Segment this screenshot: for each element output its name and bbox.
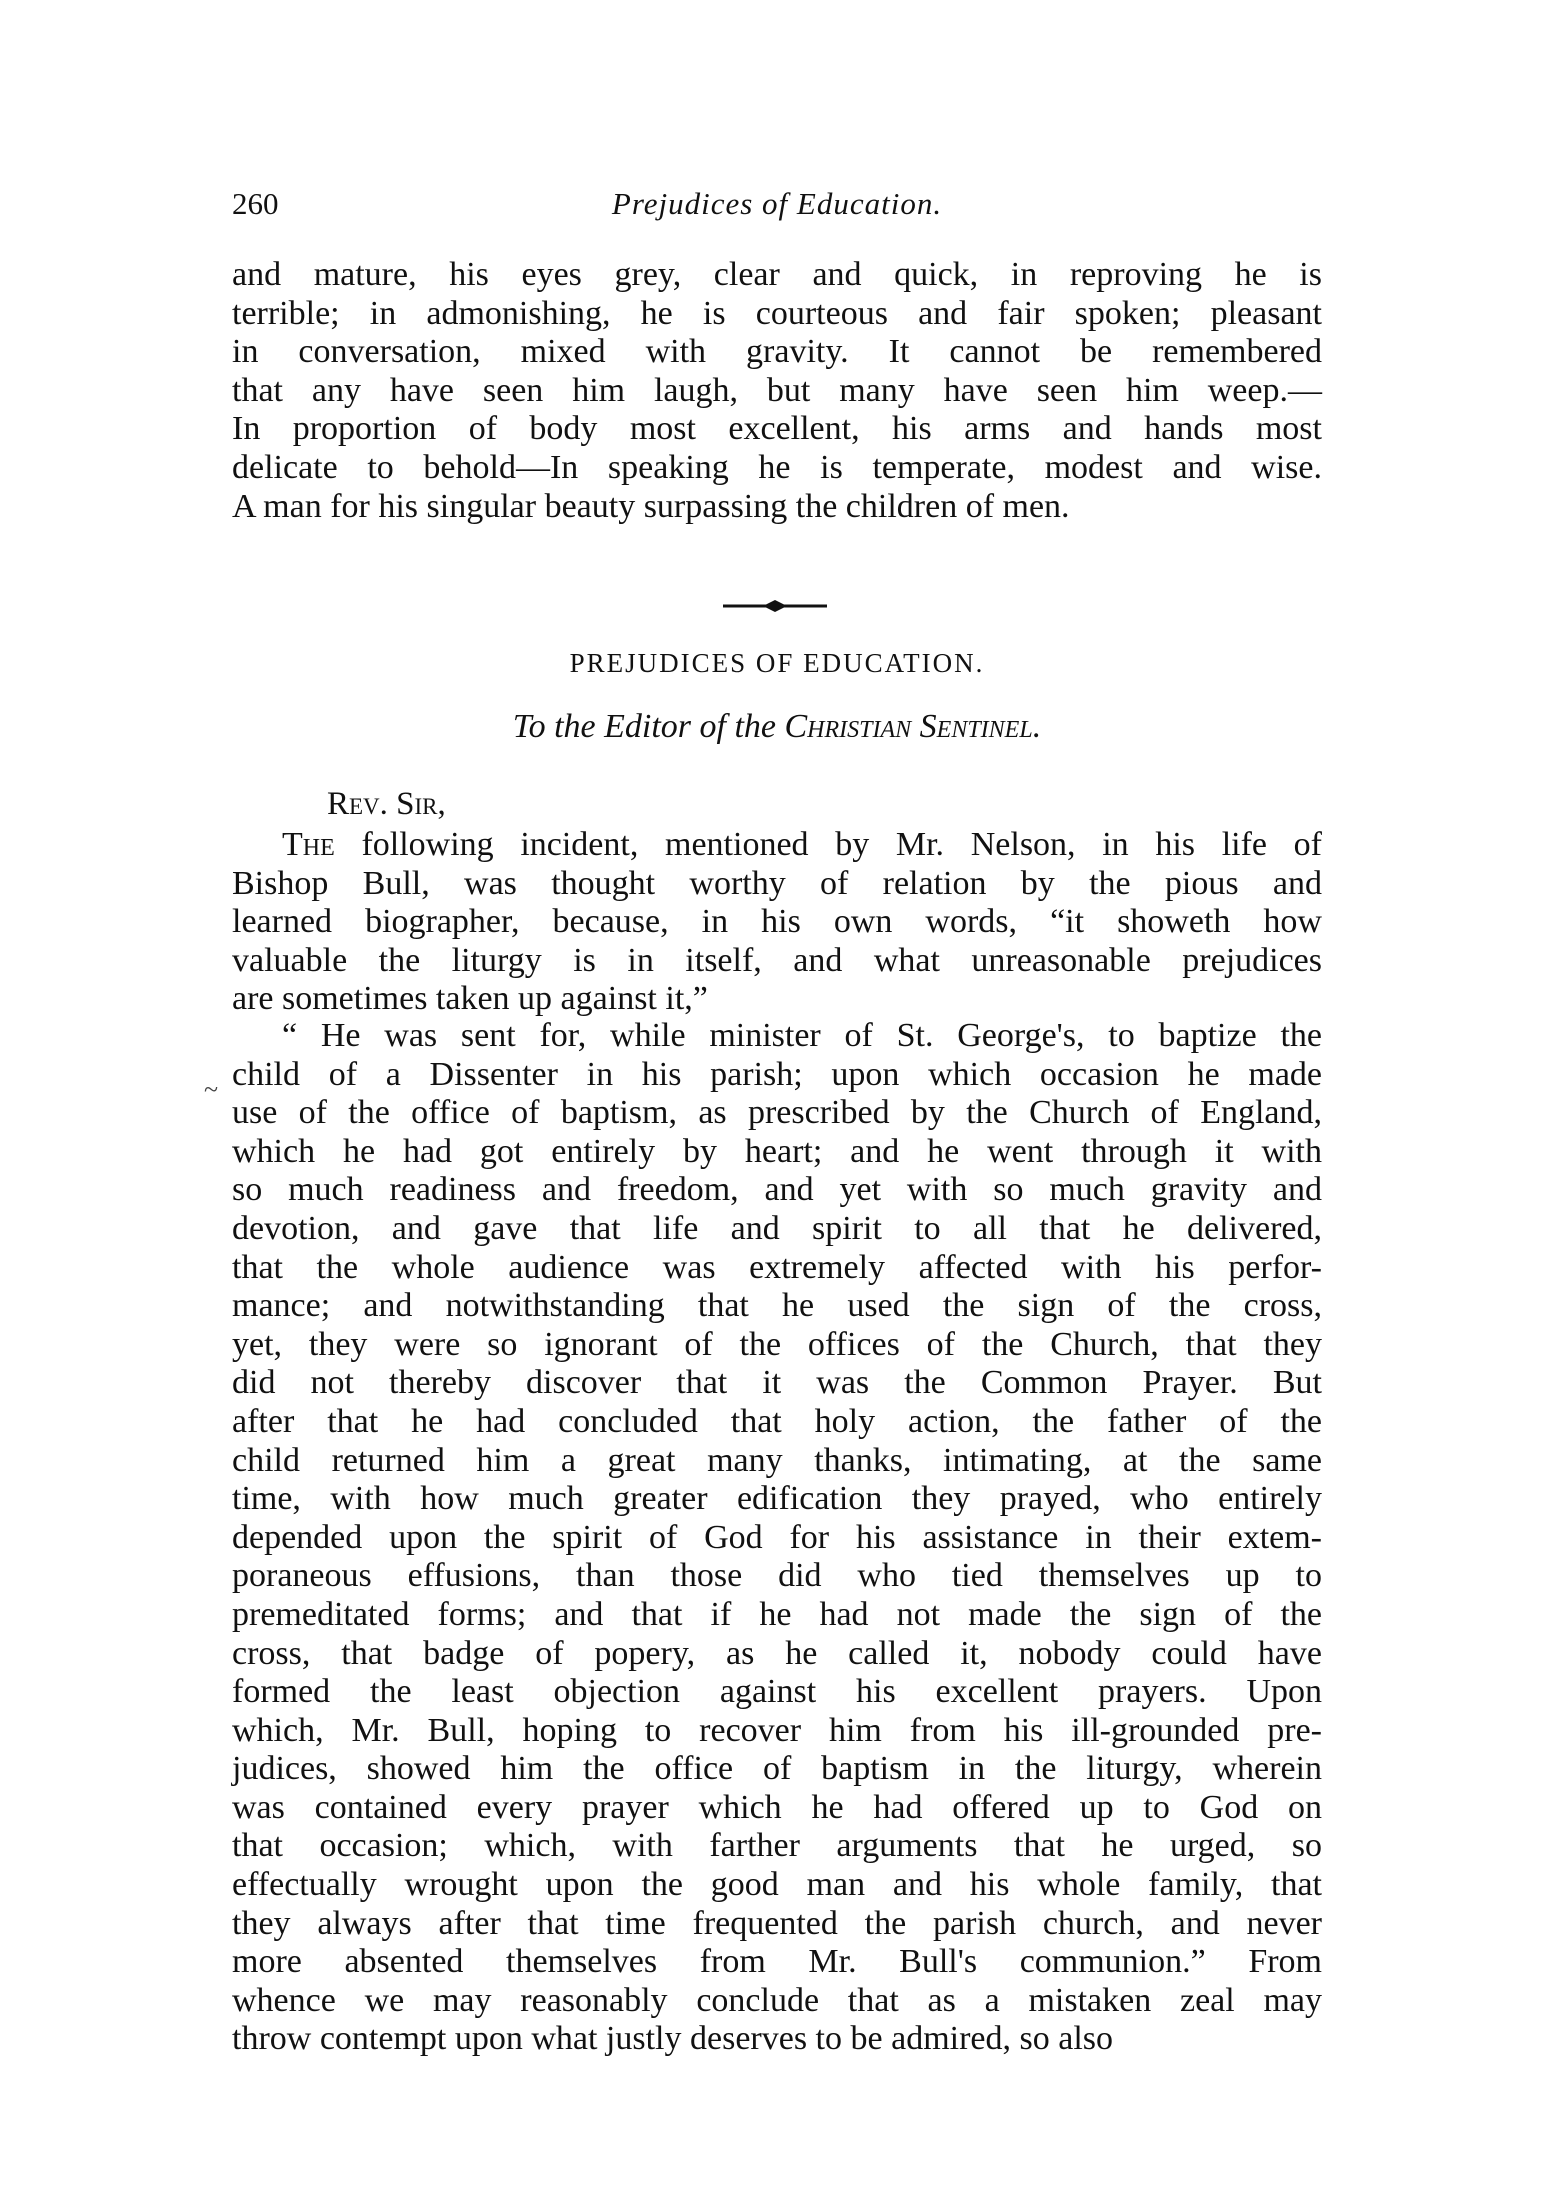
- opening-paragraph: [232, 256, 1322, 526]
- text-line: which, Mr. Bull, hoping to recover him from his ill-grounded pre-: [232, 1711, 1322, 1749]
- text-line: are sometimes taken up against it,”: [232, 980, 708, 1018]
- article-title: PREJUDICES OF EDUCATION.: [569, 648, 985, 678]
- text-line: was contained every prayer which he had offered up to God on: [232, 1788, 1322, 1826]
- text-line: in conversation, mixed with gravity. It cannot be remembered: [232, 333, 1322, 371]
- text-line: Bishop Bull, was thought worthy of relation by the pious and: [232, 864, 1322, 902]
- margin-mark: ~: [204, 1075, 219, 1104]
- text-line: “ He was sent for, while minister of St. George's, to baptize the: [282, 1017, 1322, 1054]
- text-line: whence we may reasonably conclude that as a mistaken zeal may: [232, 1981, 1322, 2019]
- section-divider-ornament: [715, 596, 835, 616]
- text-line: throw contempt upon what justly deserves to be admired, so also: [232, 2020, 1113, 2058]
- text-line: yet, they were so ignorant of the offices of the Church, that they: [232, 1325, 1322, 1363]
- salutation: Rev. Sir,: [327, 786, 446, 822]
- text-line: depended upon the spirit of God for his assistance in their extem-: [232, 1518, 1322, 1556]
- text-line: child returned him a great many thanks, intimating, at the same: [232, 1441, 1322, 1479]
- letter-intro-paragraph: [232, 826, 1322, 1019]
- text-line: and mature, his eyes grey, clear and quick, in reproving he is: [232, 256, 1322, 293]
- text-line: which he had got entirely by heart; and he went through it with: [232, 1132, 1322, 1170]
- text-line: that occasion; which, with farther arguments that he urged, so: [232, 1827, 1322, 1865]
- text-line: that the whole audience was extremely affected with his perfor-: [232, 1248, 1322, 1286]
- text-line: devotion, and gave that life and spirit to all that he delivered,: [232, 1209, 1322, 1247]
- text-line: mance; and notwithstanding that he used the sign of the cross,: [232, 1287, 1322, 1325]
- text-line: cross, that badge of popery, as he called it, nobody could have: [232, 1634, 1322, 1672]
- text-line: time, with how much greater edification they prayed, who entirely: [232, 1480, 1322, 1518]
- page-header: [232, 186, 1322, 234]
- article-dedication: [232, 708, 1322, 746]
- text-line: formed the least objection against his excellent prayers. Upon: [232, 1673, 1322, 1711]
- text-line: premeditated forms; and that if he had not made the sign of the: [232, 1595, 1322, 1633]
- text-line: judices, showed him the office of baptism in the liturgy, wherein: [232, 1750, 1322, 1788]
- text-line: poraneous effusions, than those did who tied themselves up to: [232, 1557, 1322, 1595]
- text-line: valuable the liturgy is in itself, and what unreasonable prejudices: [232, 941, 1322, 979]
- text-line: [232, 826, 1322, 865]
- line-text: following incident, mentioned by Mr. Nelson, in his life of: [334, 826, 1322, 863]
- text-line: terrible; in admonishing, he is courteous and fair spoken; pleasant: [232, 294, 1322, 332]
- text-line: after that he had concluded that holy action, the father of the: [232, 1402, 1322, 1440]
- page-number: 260: [232, 186, 279, 221]
- text-line: they always after that time frequented the parish church, and never: [232, 1904, 1322, 1942]
- text-line: A man for his singular beauty surpassing the children of men.: [232, 487, 1070, 525]
- text-line: so much readiness and freedom, and yet with so much gravity and: [232, 1171, 1322, 1209]
- text-line: effectually wrought upon the good man and his whole family, that: [232, 1866, 1322, 1904]
- opening-word: The: [282, 826, 335, 863]
- running-title: Prejudices of Education.: [611, 186, 943, 221]
- text-line: more absented themselves from Mr. Bull's communion.” From: [232, 1943, 1322, 1981]
- text-line: use of the office of baptism, as prescribed by the Church of England,: [232, 1094, 1322, 1132]
- quoted-anecdote-paragraph: [232, 1017, 1322, 2059]
- text-line: child of a Dissenter in his parish; upon which occasion he made: [232, 1055, 1322, 1093]
- text-line: that any have seen him laugh, but many have seen him weep.—: [232, 371, 1322, 409]
- dedication-prefix: To the Editor of the: [512, 708, 785, 745]
- text-line: In proportion of body most excellent, his arms and hands most: [232, 410, 1322, 448]
- text-line: delicate to behold—In speaking he is temperate, modest and wise.: [232, 448, 1322, 486]
- magazine-name: Christian Sentinel.: [784, 708, 1042, 745]
- text-line: did not thereby discover that it was the Common Prayer. But: [232, 1364, 1322, 1402]
- text-line: learned biographer, because, in his own words, “it showeth how: [232, 903, 1322, 941]
